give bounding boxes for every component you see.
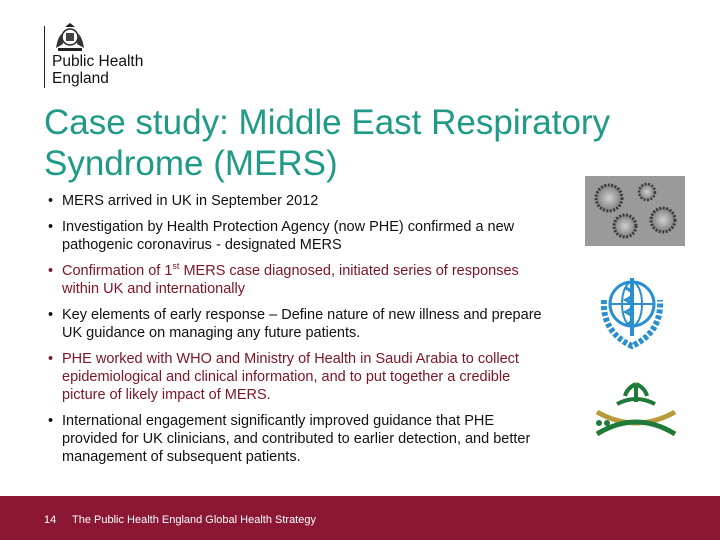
org-name (52, 53, 143, 87)
bullet-item (44, 192, 544, 210)
slide-title-line1: Case study: Middle East Respiratory (44, 103, 611, 142)
bullet-dot: • (48, 263, 54, 279)
org-name-line1: Public Health (52, 53, 144, 70)
bullet-dot: • (48, 351, 54, 367)
bullet-item (44, 306, 544, 342)
slide-title (44, 102, 664, 184)
footer-bar (0, 496, 720, 540)
bullet-text-sup: st (172, 261, 180, 271)
bullet-dot: • (48, 193, 54, 209)
logo-divider (44, 26, 45, 88)
bullet-list (44, 192, 544, 474)
bullet-text: Key elements of early response – Define nature of new illness and prepare UK guidance on managing any future patients. (62, 307, 542, 341)
footer-text: The Public Health England Global Health Strategy (72, 514, 316, 526)
bullet-text: MERS arrived in UK in September 2012 (62, 193, 319, 209)
coronavirus-micrograph-icon (585, 176, 685, 246)
org-name-line2: England (52, 70, 109, 87)
bullet-dot: • (48, 307, 54, 323)
bullet-item (44, 412, 544, 466)
bullet-item (44, 350, 544, 404)
bullet-text: International engagement significantly improved guidance that PHE provided for UK clinicians, and contributed to earlier detection, and better management of subsequent patients. (62, 413, 531, 465)
slide-title-line2: Syndrome (MERS) (44, 144, 338, 183)
bullet-dot: • (48, 219, 54, 235)
page-number: 14 (44, 514, 57, 526)
saudi-moh-logo-icon (587, 378, 685, 444)
bullet-dot: • (48, 413, 54, 429)
bullet-item (44, 262, 544, 298)
bullet-item (44, 218, 544, 254)
who-emblem-icon (594, 270, 670, 352)
bullet-text-post: MERS case diagnosed, initiated series of responses within UK and internationally (62, 263, 519, 297)
bullet-text-pre: Confirmation of 1 (62, 263, 173, 279)
royal-crest-icon (52, 22, 88, 54)
bullet-text: PHE worked with WHO and Ministry of Health in Saudi Arabia to collect epidemiological and clinical information, and to put together a credible picture of likely impact of MERS. (62, 351, 519, 403)
bullet-text: Investigation by Health Protection Agency (now PHE) confirmed a new pathogenic coronavirus - designated MERS (62, 219, 515, 253)
